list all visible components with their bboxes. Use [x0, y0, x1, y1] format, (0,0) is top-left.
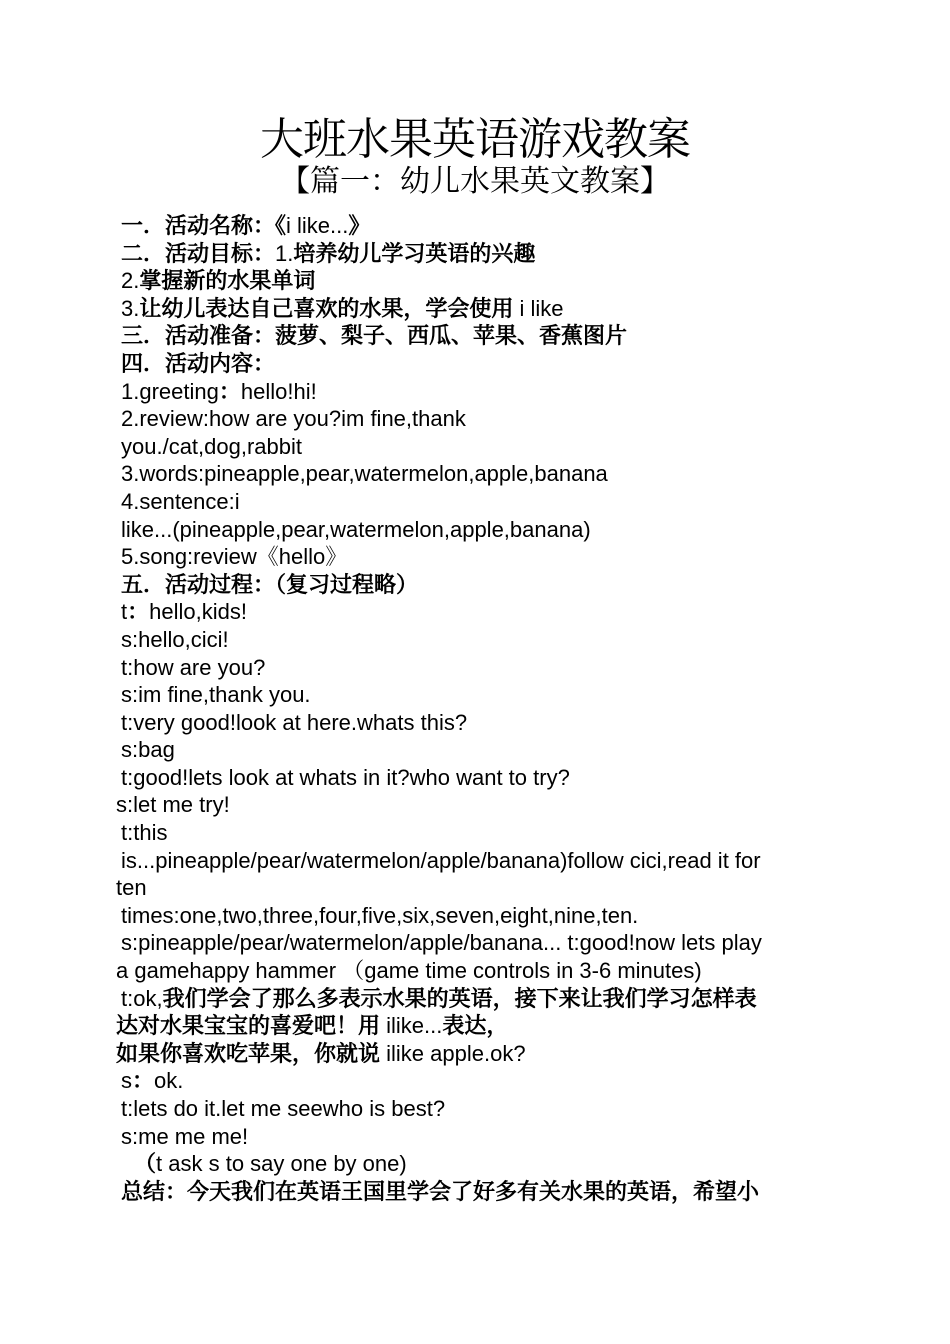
text-run: 》: [348, 213, 371, 238]
text-run: ten: [116, 875, 147, 901]
text-line: [116, 322, 836, 350]
text-run: （: [134, 1151, 157, 1177]
text-line: [116, 378, 836, 406]
text-line: [116, 681, 836, 709]
text-run: 2.: [121, 268, 140, 294]
text-line: [116, 626, 836, 654]
text-line: [116, 543, 836, 571]
text-line: [116, 350, 836, 378]
text-run: you./cat,dog,rabbit: [121, 433, 303, 459]
text-run: s:im fine,thank you.: [121, 682, 311, 708]
text-line: [116, 571, 836, 599]
text-run: ilike apple.ok?: [380, 1040, 526, 1066]
text-run: 我们学会了那么多表示水果的英语，接下来让我们学习怎样表: [162, 985, 757, 1011]
text-line: [116, 405, 836, 433]
text-run: ：: [218, 378, 241, 404]
text-run: s:let me try!: [116, 792, 230, 818]
text-line: [116, 1067, 836, 1095]
text-run: ok.: [154, 1068, 184, 1094]
text-line: [116, 460, 836, 488]
text-run: 让幼儿表达自己喜欢的水果，学会使用: [139, 295, 514, 321]
text-run: t:good!lets look at whats in it?who want to try?: [121, 764, 570, 790]
text-line: [116, 874, 836, 902]
text-line: [116, 791, 836, 819]
text-line: [116, 212, 836, 240]
document-body: [116, 212, 836, 1205]
text-run: i like...: [286, 213, 349, 238]
document-title: 大班水果英语游戏教案: [260, 115, 690, 164]
text-run: hello!hi!: [240, 378, 317, 404]
text-line: [116, 736, 836, 764]
text-run: s:hello,cici!: [121, 626, 229, 652]
text-line: [116, 1012, 836, 1040]
text-run: times:one,two,three,four,five,six,seven,eight,nine,ten.: [121, 902, 639, 928]
text-run: 表达，: [442, 1013, 509, 1039]
text-line: [116, 433, 836, 461]
text-run: 五．活动过程：（复习过程略）: [121, 571, 419, 597]
text-run: like...(pineapple,pear,watermelon,apple,banana): [121, 516, 591, 542]
text-run: 培养幼儿学习英语的兴趣: [293, 240, 536, 266]
text-run: 掌握新的水果单词: [139, 268, 316, 294]
text-line: [116, 929, 836, 957]
text-line: [116, 516, 836, 544]
text-run: s:bag: [121, 737, 175, 763]
text-run: ilike...: [380, 1013, 443, 1039]
text-run: a gamehappy hammer （: [116, 958, 365, 984]
text-run: 总结：今天我们在英语王国里学会了好多有关水果的英语，希望小: [121, 1178, 760, 1204]
text-run: 一．活动名称：《: [121, 213, 287, 238]
text-run: t:lets do it.let me seewho is best?: [121, 1096, 446, 1121]
text-run: 3.words:pineapple,pear,watermelon,apple,banana: [121, 461, 608, 487]
text-run: 1.greeting: [121, 378, 219, 404]
text-line: [116, 295, 836, 323]
text-run: s:pineapple/pear/watermelon/apple/banana... t:good!now lets play: [121, 930, 762, 956]
text-run: t:how are you?: [121, 654, 266, 680]
text-run: t: [121, 599, 128, 625]
text-run: 2.review:how are you?im fine,thank: [121, 406, 466, 432]
text-line: [116, 240, 836, 268]
text-run: 三．活动准备：菠萝、梨子、西瓜、苹果、香蕉图片: [121, 323, 628, 349]
text-line: [116, 847, 836, 875]
text-line: [116, 1123, 836, 1151]
text-run: t:this: [121, 820, 168, 846]
text-run: 如果你喜欢吃苹果，你就说: [116, 1040, 381, 1066]
text-run: 4.sentence:i: [121, 488, 240, 514]
text-run: ：: [127, 599, 150, 625]
text-run: 5.song:review《hello》: [121, 544, 348, 570]
text-run: 二．活动目标：: [121, 240, 276, 266]
text-run: is...pineapple/pear/watermelon/apple/banana)follow cici,read it for: [121, 847, 761, 873]
text-line: [116, 488, 836, 516]
text-run: i like: [513, 295, 564, 321]
text-line: [116, 709, 836, 737]
text-line: [116, 1040, 836, 1068]
document-subtitle: 【篇一：幼儿水果英文教案】: [280, 165, 670, 198]
text-line: [116, 1178, 836, 1206]
text-run: 1.: [275, 240, 294, 266]
text-line: [116, 654, 836, 682]
text-run: 达对水果宝宝的喜爱吧！用: [116, 1013, 381, 1039]
text-line: [116, 902, 836, 930]
text-run: s:me me me!: [121, 1123, 249, 1149]
text-run: t:very good!look at here.whats this?: [121, 709, 468, 735]
text-line: [116, 985, 836, 1013]
text-line: [116, 764, 836, 792]
text-line: [116, 598, 836, 626]
text-line: [116, 267, 836, 295]
text-run: t:ok,: [121, 985, 163, 1011]
text-line: [116, 819, 836, 847]
text-run: t ask s to say one by one): [156, 1151, 407, 1177]
text-run: 四．活动内容：: [121, 350, 276, 376]
text-line: [116, 957, 836, 985]
text-run: ：: [132, 1068, 155, 1094]
text-line: [116, 1150, 836, 1178]
text-run: game time controls in 3-6 minutes): [364, 958, 702, 984]
text-run: 3.: [121, 295, 140, 321]
text-run: s: [121, 1068, 132, 1094]
text-run: hello,kids!: [149, 599, 247, 625]
text-line: [116, 1095, 836, 1123]
